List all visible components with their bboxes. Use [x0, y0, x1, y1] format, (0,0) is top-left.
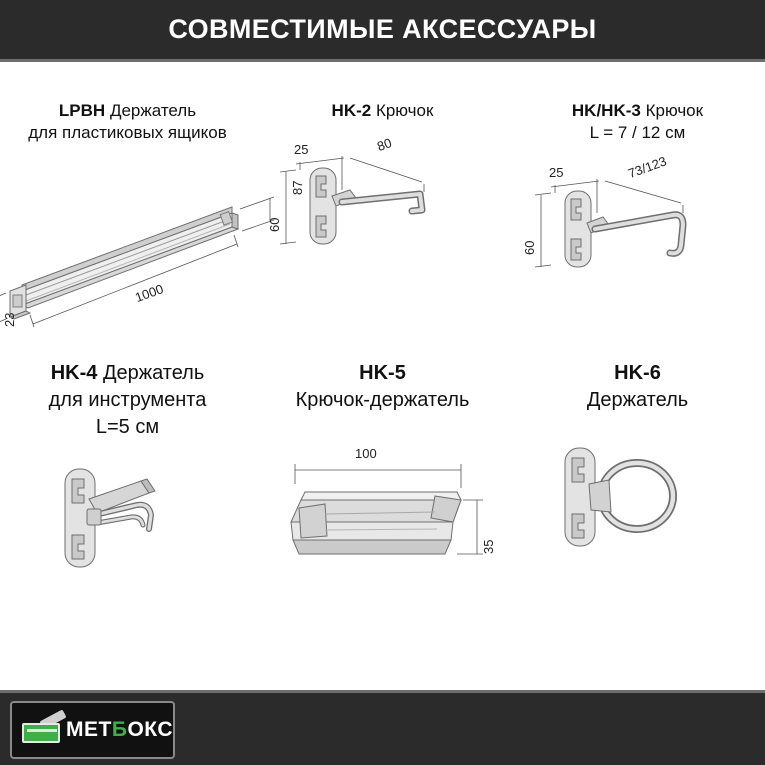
toolbox-icon: [18, 713, 60, 747]
dimension-hk2-60: 60: [267, 217, 282, 233]
accessory-code-lpbh: LPBH: [58, 101, 106, 120]
dimension-hk5-100: 100: [355, 446, 377, 461]
accessories-row-1: [0, 100, 765, 365]
dimension-hk2-25: 25: [294, 142, 309, 158]
accessory-card-hk4[interactable]: [0, 360, 255, 690]
accessory-subtitle-hk5: Крючок-держатель: [295, 389, 470, 411]
page-header: [0, 0, 765, 62]
dimension-lpbh-1000: 1000: [133, 280, 166, 305]
brand-name-part1: МЕТ: [66, 718, 112, 741]
accessory-subtitle-lpbh: для пластиковых ящиков: [28, 123, 227, 143]
accessory-subtitle-hk3: L = 7 / 12 см: [589, 123, 686, 143]
accessory-name-hk4: Держатель: [102, 362, 205, 384]
dimension-hk5-35: 35: [481, 539, 496, 554]
accessory-name-hk2: Крючок: [375, 101, 434, 120]
accessory-subtitle-hk4: для инструмента: [48, 389, 207, 411]
brand-name-part3: ОКС: [127, 718, 173, 741]
accessory-card-hk3[interactable]: [510, 100, 765, 365]
accessory-code-hk3: HK/HK-3: [571, 101, 641, 120]
accessory-figure-hk5: [255, 414, 510, 690]
accessory-subtitle-hk6: Держатель: [586, 389, 689, 411]
accessory-title-lpbh: [22, 100, 233, 145]
accessory-title-hk2: [326, 100, 440, 122]
dimension-hk3-73-123: 73/123: [626, 153, 669, 181]
accessory-code-hk6: HK-6: [614, 362, 661, 384]
accessory-length-hk4: L=5 см: [95, 416, 160, 438]
page-footer: [0, 690, 765, 765]
accessory-figure-hk4: [0, 441, 255, 690]
accessory-code-hk5: HK-5: [359, 362, 406, 384]
brand-logo[interactable]: [10, 701, 175, 759]
dimension-hk2-80: 80: [375, 135, 394, 155]
accessory-title-hk3: [566, 100, 709, 145]
page-title: СОВМЕСТИМЫЕ АКСЕССУАРЫ: [168, 14, 597, 44]
dimension-hk3-25: 25: [549, 164, 564, 180]
box-icon: [22, 723, 60, 743]
brand-name-part2: Б: [111, 718, 128, 741]
dimension-lpbh-87: 87: [290, 180, 305, 195]
accessories-grid: [0, 65, 765, 690]
accessory-figure-hk2: [255, 122, 510, 365]
dimension-hk3-60: 60: [522, 240, 537, 255]
accessory-title-hk4: [43, 360, 213, 441]
brand-name: [66, 718, 173, 742]
accessory-card-hk5[interactable]: [255, 360, 510, 690]
accessory-figure-hk3: [510, 145, 765, 365]
accessory-figure-hk6: [510, 414, 765, 690]
accessory-name-hk3: Крючок: [645, 101, 704, 120]
dimension-lpbh-23: 23: [2, 312, 17, 327]
accessory-code-hk4: HK-4: [50, 362, 98, 384]
accessory-title-hk6: [581, 360, 694, 414]
accessory-title-hk5: [290, 360, 476, 414]
accessory-name-lpbh: Держатель: [109, 101, 197, 120]
accessory-card-hk2[interactable]: [255, 100, 510, 365]
accessories-row-2: [0, 360, 765, 690]
accessory-code-hk2: HK-2: [331, 101, 372, 120]
accessory-card-hk6[interactable]: [510, 360, 765, 690]
